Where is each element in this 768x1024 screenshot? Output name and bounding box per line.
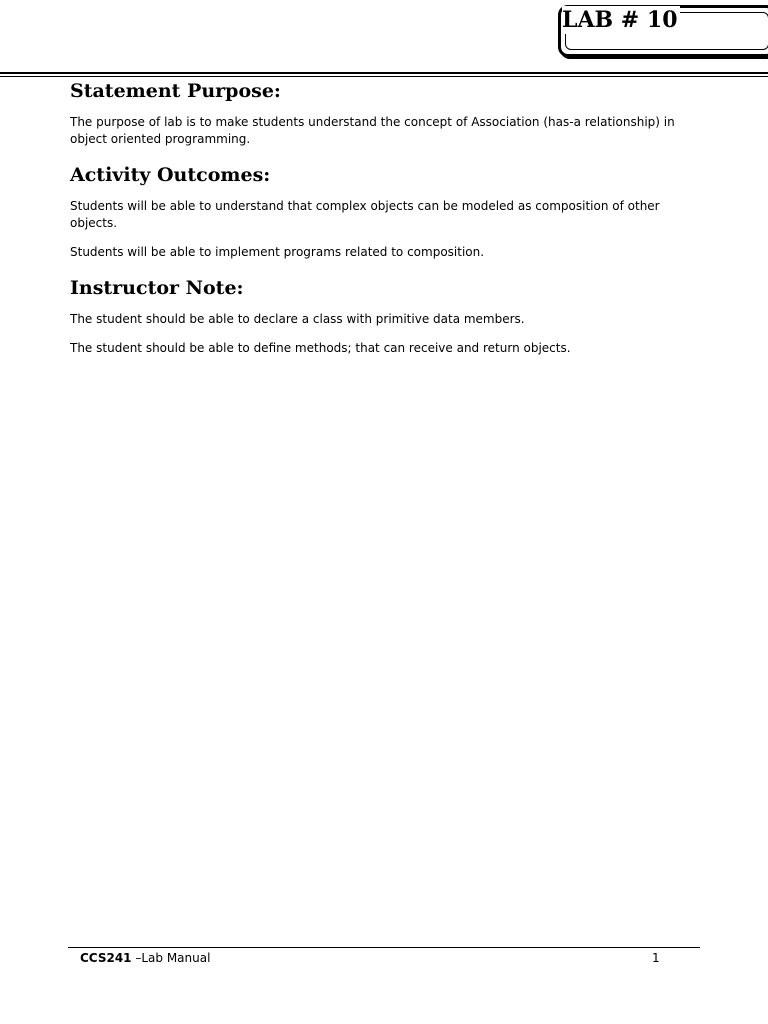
footer-page-number: 1: [652, 951, 660, 965]
footer-course-code: CCS241: [80, 951, 132, 965]
document-body: [70, 78, 700, 357]
instructor-note-1: The student should be able to declare a class with primitive data members.: [70, 312, 525, 326]
section-heading-instructor-note: Instructor Note:: [70, 277, 244, 299]
footer-manual-label: –Lab Manual: [131, 951, 211, 965]
footer-rule: [68, 947, 700, 948]
section-heading-activity-outcomes: Activity Outcomes:: [70, 164, 271, 186]
footer-course-label: [80, 950, 210, 966]
instructor-note-2: The student should be able to define methods; that can receive and return objects.: [70, 341, 571, 355]
header-rule-thin: [0, 76, 768, 77]
section-heading-statement-purpose: Statement Purpose:: [70, 80, 281, 102]
lab-number-title: LAB # 10: [562, 7, 678, 33]
statement-purpose-text: The purpose of lab is to make students understand the concept of Association (has-a relationship) in object oriented programming.: [70, 115, 675, 146]
activity-outcome-1: Students will be able to understand that complex objects can be modeled as composition of other objects.: [70, 199, 660, 230]
activity-outcome-2: Students will be able to implement programs related to composition.: [70, 245, 485, 259]
header-rule-thick: [0, 72, 768, 74]
